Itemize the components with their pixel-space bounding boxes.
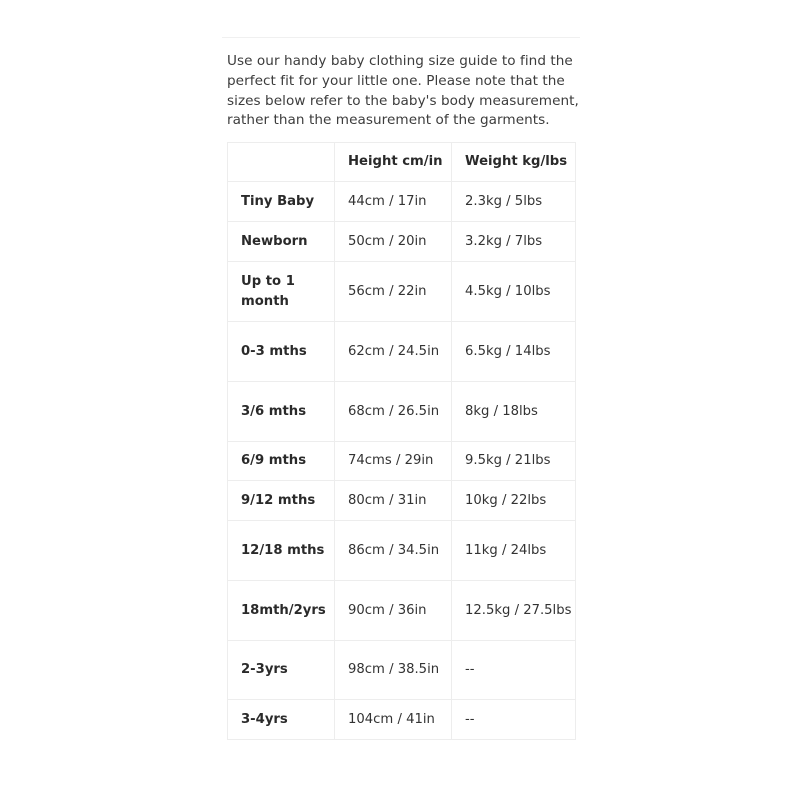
weight-cell: 12.5kg / 27.5lbs bbox=[452, 581, 576, 641]
size-column-header bbox=[228, 143, 335, 182]
size-label: 3/6 mths bbox=[228, 382, 335, 442]
height-cell: 74cms / 29in bbox=[335, 442, 452, 481]
height-cell: 50cm / 20in bbox=[335, 222, 452, 262]
size-label: 12/18 mths bbox=[228, 521, 335, 581]
size-guide-table bbox=[227, 142, 576, 740]
table-row bbox=[228, 382, 576, 442]
height-cell: 104cm / 41in bbox=[335, 700, 452, 740]
weight-cell: 3.2kg / 7lbs bbox=[452, 222, 576, 262]
top-divider bbox=[222, 37, 580, 38]
size-label: Newborn bbox=[228, 222, 335, 262]
table-row bbox=[228, 262, 576, 322]
size-guide-intro: Use our handy baby clothing size guide to find the perfect fit for your little one. Please note that the sizes below refer to the baby's body measurement, rather than the measurement of the garments. bbox=[227, 53, 579, 129]
weight-cell: 6.5kg / 14lbs bbox=[452, 322, 576, 382]
weight-column-header: Weight kg/lbs bbox=[452, 143, 576, 182]
height-cell: 62cm / 24.5in bbox=[335, 322, 452, 382]
table-row bbox=[228, 521, 576, 581]
weight-cell: 8kg / 18lbs bbox=[452, 382, 576, 442]
height-cell: 86cm / 34.5in bbox=[335, 521, 452, 581]
size-label: 6/9 mths bbox=[228, 442, 335, 481]
size-label: Tiny Baby bbox=[228, 182, 335, 222]
height-cell: 90cm / 36in bbox=[335, 581, 452, 641]
size-label: 3-4yrs bbox=[228, 700, 335, 740]
table-row bbox=[228, 182, 576, 222]
table-row bbox=[228, 641, 576, 700]
height-cell: 44cm / 17in bbox=[335, 182, 452, 222]
table-header-row bbox=[228, 143, 576, 182]
table-row bbox=[228, 322, 576, 382]
size-label: 0-3 mths bbox=[228, 322, 335, 382]
height-cell: 56cm / 22in bbox=[335, 262, 452, 322]
height-column-header: Height cm/in bbox=[335, 143, 452, 182]
size-label: 9/12 mths bbox=[228, 481, 335, 521]
size-label: 2-3yrs bbox=[228, 641, 335, 700]
weight-cell: 2.3kg / 5lbs bbox=[452, 182, 576, 222]
table-row bbox=[228, 581, 576, 641]
weight-cell: 9.5kg / 21lbs bbox=[452, 442, 576, 481]
size-label: 18mth/2yrs bbox=[228, 581, 335, 641]
table-row bbox=[228, 442, 576, 481]
weight-cell: -- bbox=[452, 641, 576, 700]
weight-cell: 10kg / 22lbs bbox=[452, 481, 576, 521]
height-cell: 98cm / 38.5in bbox=[335, 641, 452, 700]
table-row bbox=[228, 222, 576, 262]
height-cell: 68cm / 26.5in bbox=[335, 382, 452, 442]
weight-cell: 11kg / 24lbs bbox=[452, 521, 576, 581]
weight-cell: 4.5kg / 10lbs bbox=[452, 262, 576, 322]
table-row bbox=[228, 700, 576, 740]
weight-cell: -- bbox=[452, 700, 576, 740]
table-row bbox=[228, 481, 576, 521]
height-cell: 80cm / 31in bbox=[335, 481, 452, 521]
size-label: Up to 1 month bbox=[228, 262, 335, 322]
